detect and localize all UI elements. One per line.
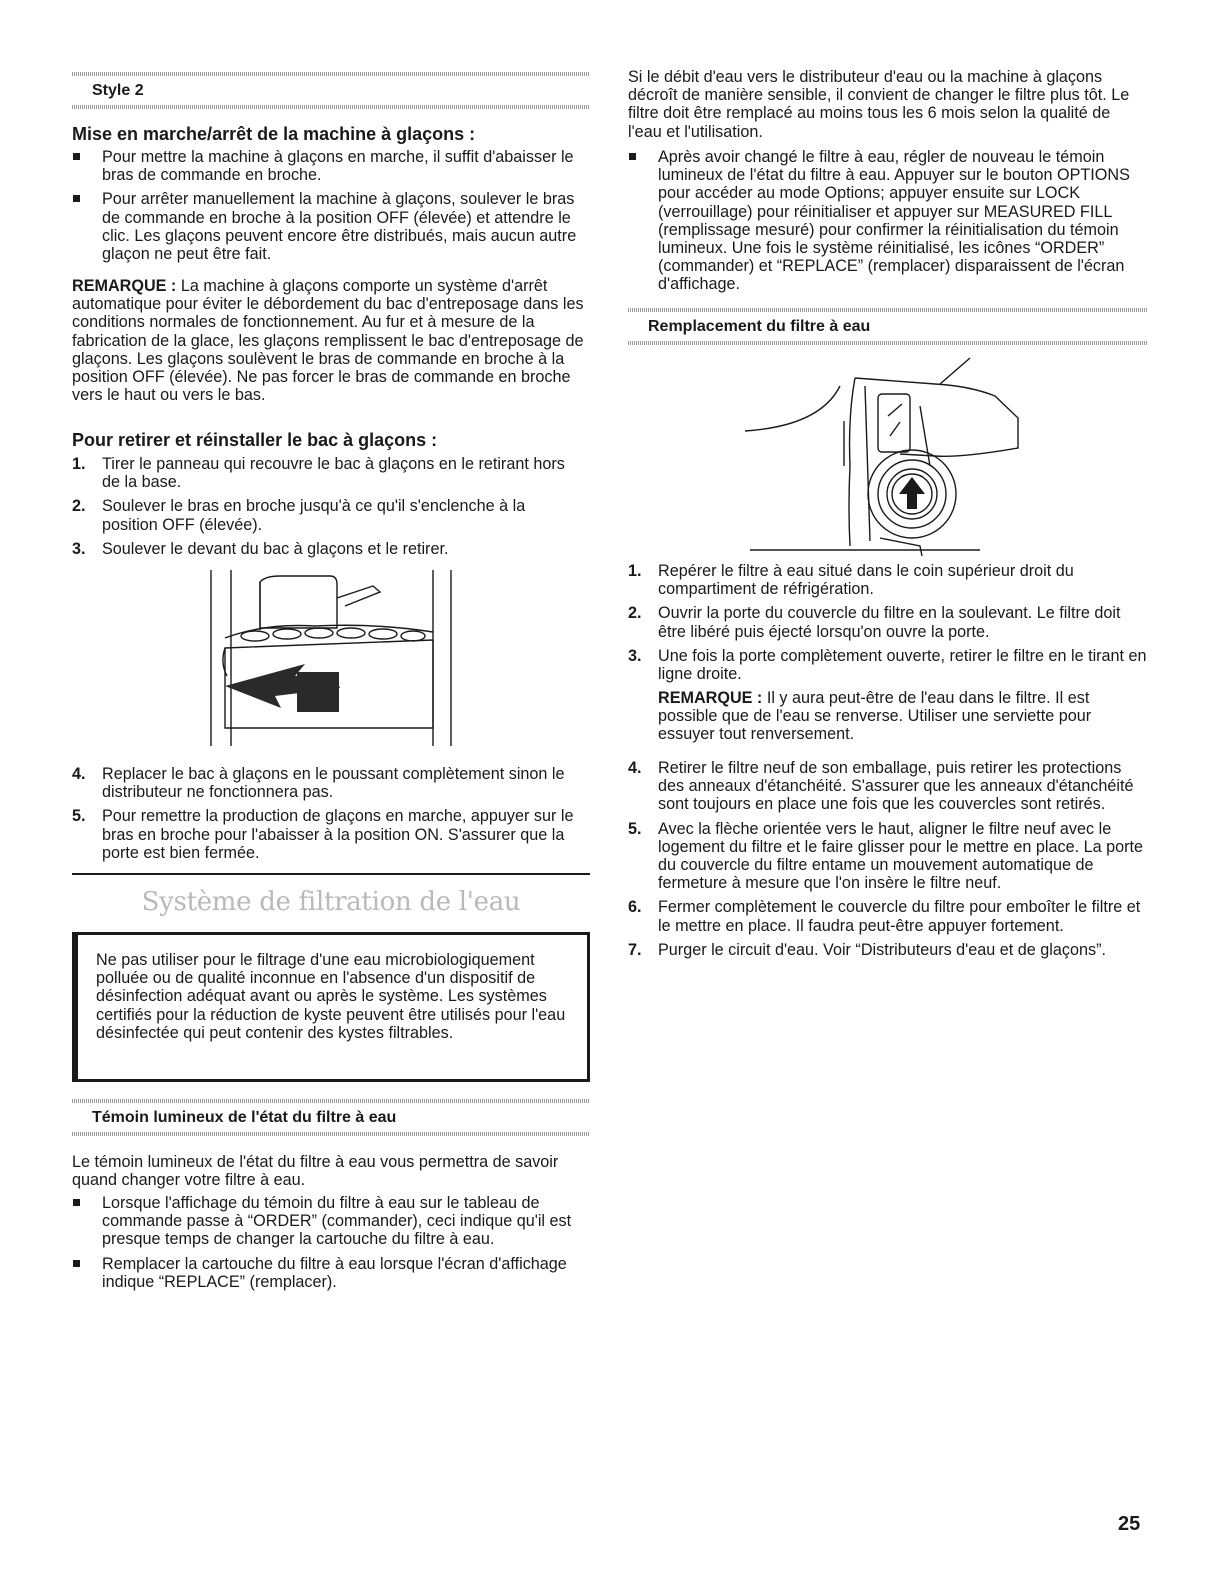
page-number: 25 — [1118, 1513, 1141, 1535]
list-item: Lorsque l'affichage du témoin du filtre à eau sur le tableau de commande passe à “ORDER” (commander), ceci indique qu'il est presque temps de changer la cartouche du filtre à eau. — [72, 1194, 584, 1249]
retirer-steps — [72, 455, 577, 564]
list-item: Remplacer la cartouche du filtre à eau lorsque l'écran d'affichage indique “REPLACE” (remplacer). — [72, 1255, 584, 1291]
list-item: Pour mettre la machine à glaçons en marche, il suffit d'abaisser le bras de commande en broche. — [72, 148, 577, 184]
ice-bin-illustration — [205, 568, 460, 748]
temoin-header — [72, 1099, 590, 1136]
style-2-header — [72, 72, 590, 109]
list-item: 5. Avec la flèche orientée vers le haut, aligner le filtre neuf avec le logement du filtre et le faire glisser pour le mettre en place. La porte du couvercle du filtre entame un mouvement automatique de fermeture à mesure que l'on insère le filtre neuf. — [628, 819, 1143, 893]
remarque-label: REMARQUE : — [72, 277, 177, 295]
list-item: 6. Fermer complètement le couvercle du filtre pour emboîter le filtre et le mettre en place. Il faudra peut-être appuyer fortement. — [628, 898, 1141, 935]
warning-box — [72, 932, 590, 1082]
list-item: 2. Ouvrir la porte du couvercle du filtre en la soulevant. Le filtre doit être libéré puis éjecté lorsqu'on ouvre la porte. — [628, 604, 1121, 641]
right-intro: Si le débit d'eau vers le distributeur d'eau ou la machine à glaçons décroît de manière sensible, il convient de changer le filtre plus tôt. Le filtre doit être remplacé au moins tous les 6 mois selon la qualité de l'eau et l'utilisation. — [628, 68, 1130, 141]
list-item: 7. Purger le circuit d'eau. Voir “Distributeurs d'eau et de glaçons”. — [628, 940, 1106, 959]
remarque-2-paragraph — [658, 689, 1148, 744]
remplacement-steps — [628, 562, 1148, 689]
section-rule — [72, 873, 590, 875]
remplacement-header — [628, 308, 1148, 345]
mise-bullets — [72, 148, 577, 269]
water-filter-illustration — [740, 356, 1030, 556]
list-item: 4. Retirer le filtre neuf de son emballage, puis retirer les protections des anneaux d'étanchéité. S'assurer que les anneaux d'étanchéité sont toujours en place une fois que les couvercles sont retirés. — [628, 759, 1134, 814]
heading-mise-en-marche: Mise en marche/arrêt de la machine à glaçons : — [72, 124, 476, 144]
heading-retirer-bac: Pour retirer et réinstaller le bac à glaçons : — [72, 430, 438, 450]
list-item: Pour arrêter manuellement la machine à glaçons, soulever le bras de commande en broche à la position OFF (élevée) et attendre le clic. Les glaçons peuvent encore être distribués, mais aucun autre glaçon ne peut être fait. — [72, 190, 577, 263]
list-item: 1. Tirer le panneau qui recouvre le bac à glaçons en le retirant hors de la base. — [72, 455, 565, 492]
list-item: 3. Une fois la porte complètement ouverte, retirer le filtre en le tirant en ligne droite. — [628, 646, 1147, 684]
section-title: Système de filtration de l'eau — [141, 887, 521, 917]
remarque-2-text: Il y aura peut-être de l'eau dans le filtre. Il est possible que de l'eau se renverse. Utiliser une serviette pour essuyer tout renversement. — [658, 689, 1092, 744]
right-bullets — [628, 148, 1148, 300]
remarque-2-label: REMARQUE : — [658, 689, 763, 707]
list-item: 3. Soulever le devant du bac à glaçons et le retirer. — [72, 539, 449, 558]
remplacement-steps-continued — [628, 759, 1148, 965]
list-item: 1. Repérer le filtre à eau situé dans le coin supérieur droit du compartiment de réfrigération. — [628, 562, 1074, 599]
temoin-label: Témoin lumineux de l'état du filtre à eau — [92, 1109, 397, 1126]
remarque-paragraph — [72, 277, 584, 404]
list-item: 2. Soulever le bras en broche jusqu'à ce qu'il s'enclenche à la position OFF (élevée). — [72, 497, 526, 534]
temoin-intro: Le témoin lumineux de l'état du filtre à eau vous permettra de savoir quand changer votre filtre à eau. — [72, 1153, 559, 1190]
temoin-bullets — [72, 1194, 584, 1297]
remplacement-label: Remplacement du filtre à eau — [648, 318, 871, 335]
list-item: 5. Pour remettre la production de glaçons en marche, appuyer sur le bras en broche pour l'abaisser à la position ON. S'assurer que la porte est bien fermée. — [72, 807, 574, 862]
retirer-steps-continued — [72, 765, 577, 868]
list-item: 4. Replacer le bac à glaçons en le poussant complètement sinon le distributeur ne fonctionnera pas. — [72, 765, 565, 802]
remarque-text: La machine à glaçons comporte un système d'arrêt automatique pour éviter le débordement du bac d'entreposage dans les conditions normales de fonctionnement. Au fur et à mesure de la fabrication de la glace, les glaçons remplissent le bac d'entreposage de glaçons. Les glaçons soulèvent le bras de commande en broche à la position OFF (élevée). Ne pas forcer le bras de commande en broche vers le haut ou vers le bas. — [72, 277, 584, 405]
warning-text: Ne pas utiliser pour le filtrage d'une eau microbiologiquement polluée ou de qualité inconnue en l'absence d'un dispositif de désinfection adéquat avant ou après le système. Les systèmes certifiés pour la réduction de kyste peuvent être utilisés pour l'eau désinfectée qui peut contenir des kystes filtrables. — [96, 951, 566, 1042]
style-2-label: Style 2 — [92, 82, 144, 99]
list-item: Après avoir changé le filtre à eau, régler de nouveau le témoin lumineux de l'état du filtre à eau. Appuyer sur le bouton OPTIONS pour accéder au mode Options; appuyer ensuite sur LOCK (verrouillage) pour réinitialiser et appuyer sur MEASURED FILL (remplissage mesuré) pour confirmer la réinitialisation du témoin lumineux. Une fois le système réinitialisé, les icônes “ORDER” (commander) et “REPLACE” (remplacer) disparaissent de l'écran d'affichage. — [628, 148, 1148, 294]
